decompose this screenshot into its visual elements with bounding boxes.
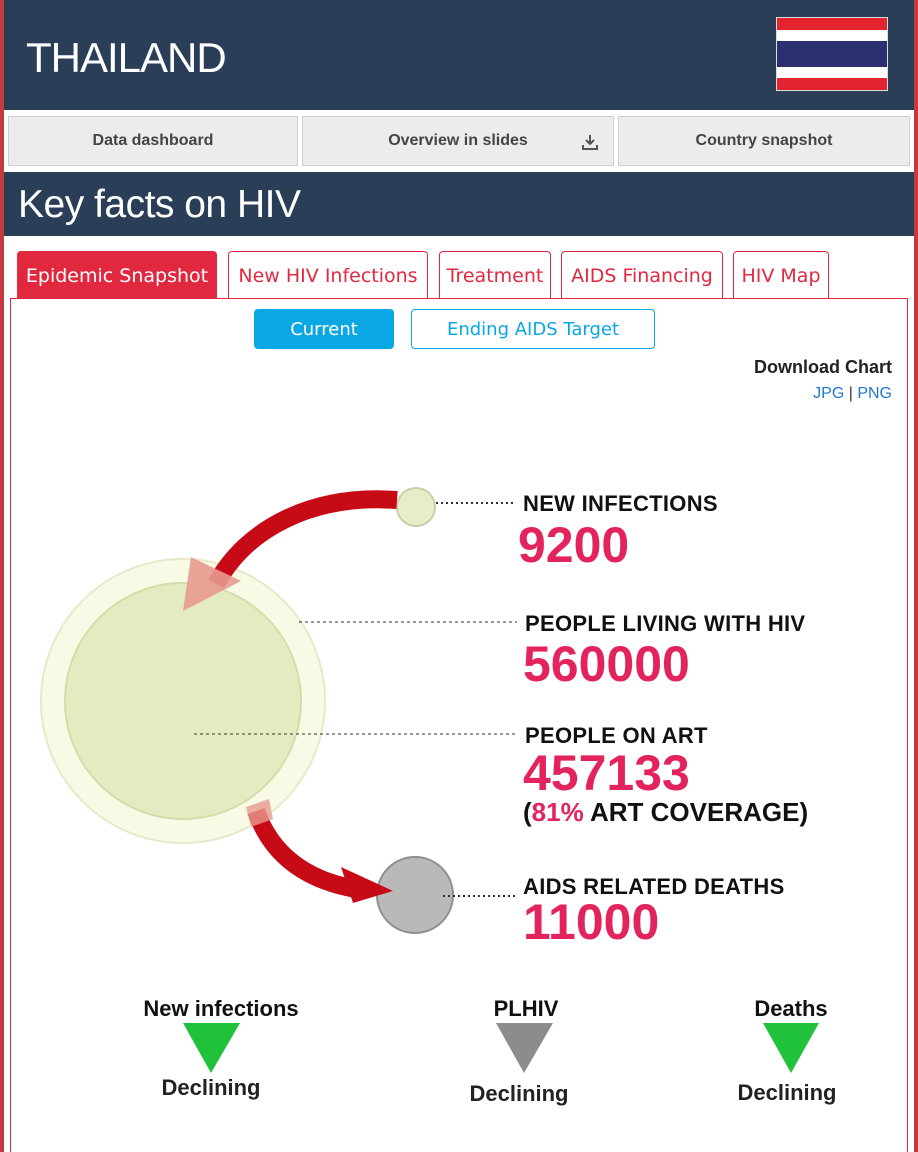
plhiv-value: 560000 — [523, 636, 690, 692]
art-coverage-open: ( — [523, 797, 532, 827]
data-dashboard-label: Data dashboard — [92, 132, 214, 149]
art-coverage-text: ART COVERAGE) — [583, 797, 809, 827]
country-snapshot-button[interactable] — [618, 116, 910, 166]
tab-epidemic-snapshot[interactable]: Epidemic Snapshot — [17, 251, 217, 299]
tab-treatment[interactable]: Treatment — [439, 251, 551, 299]
new-infections-circle — [397, 488, 435, 526]
tab-bar — [4, 236, 914, 300]
art-label: PEOPLE ON ART — [525, 723, 708, 748]
current-toggle-button[interactable]: Current — [254, 309, 394, 349]
data-dashboard-button[interactable] — [8, 116, 298, 166]
art-circle — [65, 583, 301, 819]
plhiv-trend-icon — [496, 1023, 553, 1073]
art-coverage-percent: 81% — [531, 797, 584, 827]
download-jpg-link[interactable]: JPG — [813, 385, 845, 402]
country-header — [4, 0, 914, 110]
snapshot-panel — [10, 298, 908, 1152]
trend-plhiv-status: Declining — [469, 1081, 569, 1106]
country-snapshot-label: Country snapshot — [695, 132, 833, 149]
plhiv-label: PEOPLE LIVING WITH HIV — [525, 611, 806, 636]
new-infections-trend-icon — [183, 1023, 240, 1073]
deaths-label: AIDS RELATED DEATHS — [523, 874, 785, 899]
tab-aids-financing[interactable]: AIDS Financing — [561, 251, 723, 299]
download-chart-title: Download Chart — [754, 357, 892, 377]
nav-row — [4, 110, 914, 172]
new-infections-label: NEW INFECTIONS — [523, 491, 718, 516]
deaths-trend-icon — [763, 1023, 819, 1073]
trend-deaths-status: Declining — [737, 1080, 837, 1105]
overview-slides-button[interactable] — [302, 116, 614, 166]
ending-aids-target-button[interactable]: Ending AIDS Target — [411, 309, 655, 349]
epidemic-diagram — [11, 299, 909, 1152]
trend-new-infections-title: New infections — [143, 996, 299, 1021]
download-png-link[interactable]: PNG — [857, 385, 892, 402]
country-title: THAILAND — [26, 34, 226, 81]
thailand-flag-icon — [776, 17, 888, 91]
download-separator: | — [848, 385, 853, 402]
deaths-circle — [377, 857, 453, 933]
art-coverage — [523, 797, 808, 828]
trend-new-infections-status: Declining — [161, 1075, 261, 1100]
trend-plhiv-title: PLHIV — [493, 996, 559, 1021]
section-title: Key facts on HIV — [18, 183, 301, 226]
deaths-value: 11000 — [523, 894, 660, 950]
page-frame — [4, 0, 914, 1152]
download-icon — [581, 133, 599, 151]
new-infections-value: 9200 — [518, 517, 630, 573]
art-value: 457133 — [523, 745, 690, 801]
tab-hiv-map[interactable]: HIV Map — [733, 251, 829, 299]
trend-deaths-title: Deaths — [754, 996, 828, 1021]
outflow-arrow-shaft — [256, 811, 356, 889]
tab-new-hiv-infections[interactable]: New HIV Infections — [228, 251, 428, 299]
overview-slides-label: Overview in slides — [388, 132, 528, 149]
key-facts-header — [4, 172, 914, 236]
